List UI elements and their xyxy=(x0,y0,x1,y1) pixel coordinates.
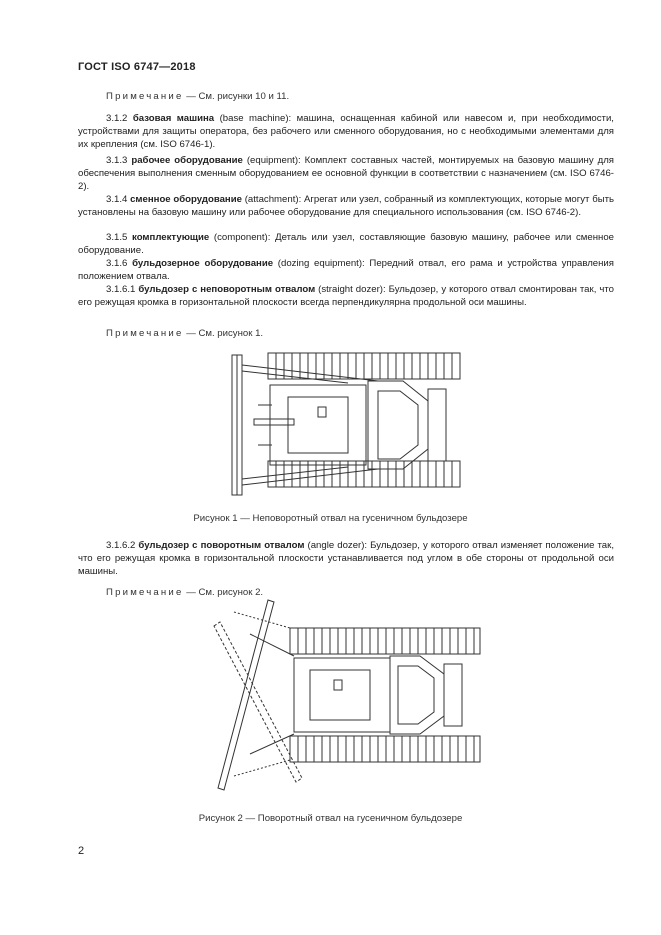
figure-2-angle-dozer-drawing xyxy=(210,594,490,794)
figure-1-straight-dozer-drawing xyxy=(228,345,468,505)
note-label: Примечание xyxy=(106,91,184,102)
note-label: Примечание xyxy=(106,328,184,339)
term: рабочее оборудование xyxy=(131,155,243,166)
definition-3-1-6 xyxy=(78,257,614,283)
term: базовая машина xyxy=(132,113,215,124)
definition-3-1-4 xyxy=(78,193,614,219)
cab xyxy=(368,381,428,469)
clause-number: 3.1.6 xyxy=(106,258,133,269)
term: комплектующие xyxy=(132,232,210,243)
figure-2-caption: Рисунок 2 — Поворотный отвал на гусеничном бульдозере xyxy=(198,813,463,824)
note-text: — См. рисунок 1. xyxy=(183,328,264,339)
clause-number: 3.1.6.2 xyxy=(106,540,139,551)
track-bottom xyxy=(290,736,480,762)
definition-3-1-2 xyxy=(78,112,614,152)
clause-number: 3.1.3 xyxy=(106,155,132,166)
term: бульдозерное оборудование xyxy=(132,258,274,269)
engine-hood xyxy=(294,658,390,732)
clause-number: 3.1.6.1 xyxy=(106,284,139,295)
clause-number: 3.1.2 xyxy=(106,113,133,124)
clause-number: 3.1.4 xyxy=(106,194,131,205)
term: бульдозер с поворотным отвалом xyxy=(138,540,305,551)
clause-number: 3.1.5 xyxy=(106,232,133,243)
definition-text: (dozing equipment): Передний отвал, его рама и устройства управления положением отвала. xyxy=(78,258,614,283)
note-text: — См. рисунки 10 и 11. xyxy=(183,91,290,102)
note-figures-10-11 xyxy=(106,91,289,102)
note-text: — См. рисунок 2. xyxy=(183,587,264,598)
definition-text: (straight dozer): Бульдозер, у которого отвал смонтирован так, что его режущая кромка в горизонтальной плоскости всегда перпендикулярна продольной оси машины. xyxy=(78,284,614,309)
definition-3-1-3 xyxy=(78,154,614,194)
definition-text: (component): Деталь или узел, составляющие базовую машину, рабочее или сменное оборудование. xyxy=(78,232,614,257)
figure-1-caption: Рисунок 1 — Неповоротный отвал на гусеничном бульдозере xyxy=(193,513,468,524)
term: бульдозер с неповоротным отвалом xyxy=(138,284,316,295)
term: сменное оборудование xyxy=(130,194,242,205)
document-header: ГОСТ ISO 6747—2018 xyxy=(78,61,196,73)
definition-text: (angle dozer): Бульдозер, у которого отвал изменяет положение так, что его режущая кромка в горизонтальной плоскости устанавливается под углом в обе стороны от продольной оси машины. xyxy=(78,540,614,578)
definition-text: (base machine): машина, оснащенная кабиной или навесом и, при необходимости, устройствами для защиты оператора, без рабочего или сменного оборудования, но с необходимыми элементами для их крепления (см. ISO 6746-1). xyxy=(78,113,614,151)
definition-3-1-5 xyxy=(78,231,614,257)
note-figure-1 xyxy=(106,328,263,339)
track-top xyxy=(290,628,480,654)
definition-text: (attachment): Агрегат или узел, собранный из комплектующих, которые могут быть установлены на базовую машину или рабочее оборудование для специального использования (см. ISO 6746-2). xyxy=(78,194,614,219)
definition-3-1-6-2 xyxy=(78,539,614,579)
note-label: Примечание xyxy=(106,587,184,598)
definition-text: (equipment): Комплект составных частей, монтируемых на базовую машину для обеспечения выполнения сменным оборудованием ее основной функции в соответствии с назначением (см. ISO 6746-2). xyxy=(78,155,614,193)
blade-angled-left xyxy=(218,600,274,790)
definition-3-1-6-1 xyxy=(78,283,614,309)
page-number: 2 xyxy=(78,845,85,857)
blade-angled-right xyxy=(214,622,302,782)
